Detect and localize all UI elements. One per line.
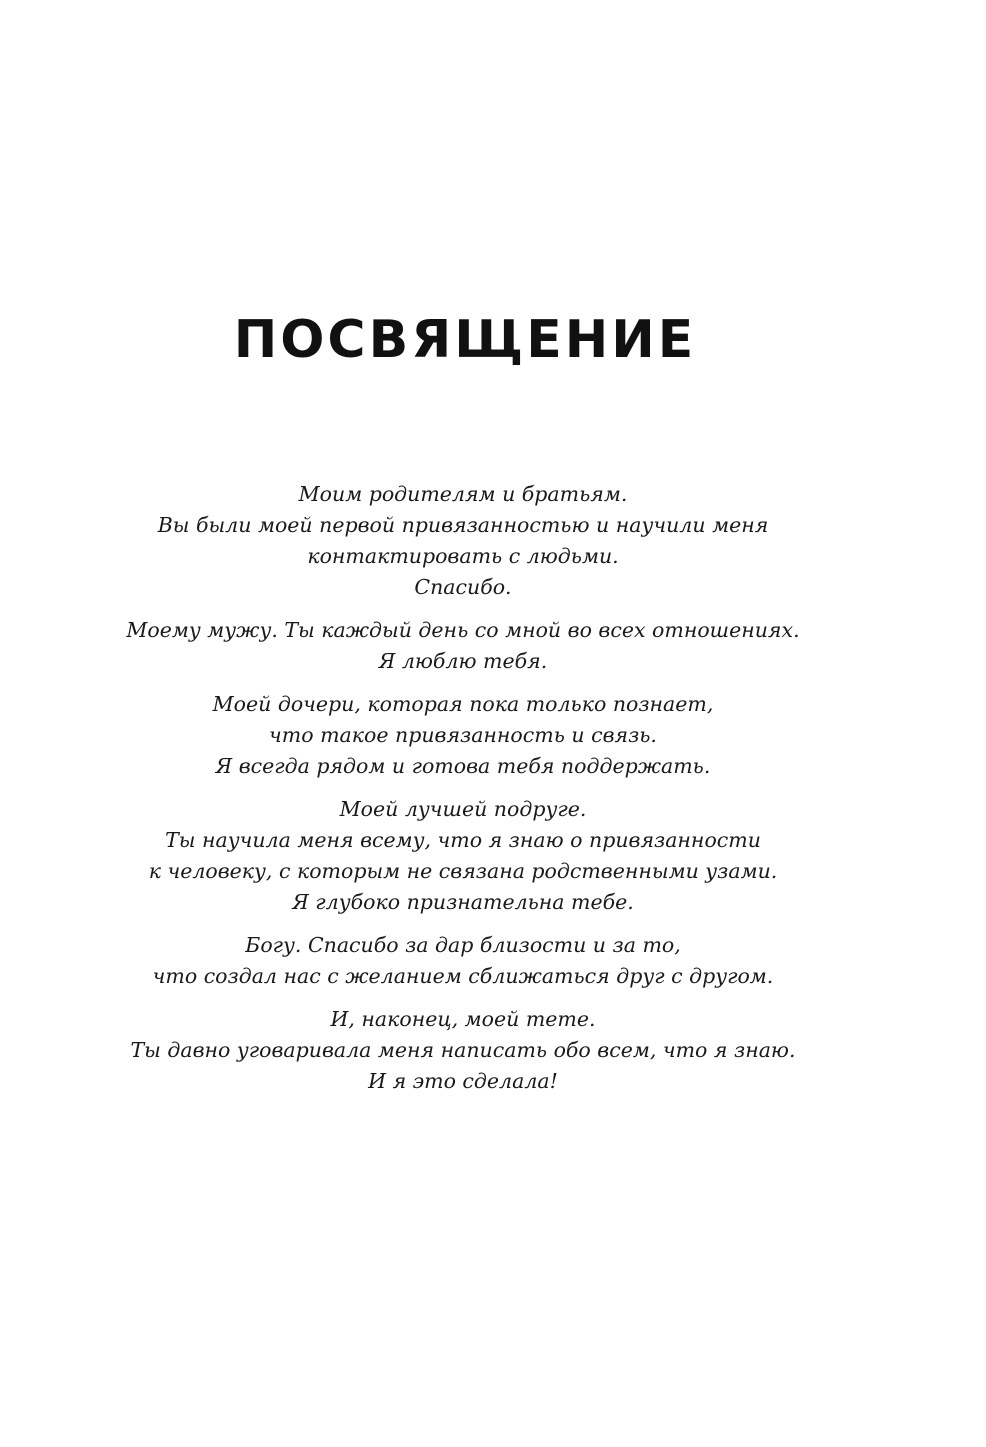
page-title: ПОСВЯЩЕНИЕ (233, 310, 697, 370)
stanza-line: И, наконец, моей тете. (330, 1007, 596, 1031)
stanza-line: Ты давно уговаривала меня написать обо всем, что я знаю. (130, 1038, 796, 1062)
stanza-line: Моей лучшей подруге. (339, 797, 587, 821)
stanza-aunt (0, 1004, 926, 1097)
stanza-line: Спасибо. (414, 575, 512, 599)
stanza-line: что создал нас с желанием сближаться друг с другом. (152, 964, 774, 988)
stanza-line: контактировать с людьми. (307, 544, 619, 568)
stanza-husband (0, 615, 926, 677)
stanza-best-friend (0, 794, 926, 918)
stanza-line: Богу. Спасибо за дар близости и за то, (245, 933, 681, 957)
stanza-daughter (0, 689, 926, 782)
stanza-god (0, 930, 926, 992)
stanza-line: Вы были моей первой привязанностью и научили меня (157, 513, 769, 537)
stanza-line: Моей дочери, которая пока только познает, (212, 692, 714, 716)
stanza-line: Я глубоко признательна тебе. (292, 890, 634, 914)
stanza-line: Ты научила меня всему, что я знаю о привязанности (165, 828, 761, 852)
stanza-line: Моим родителям и братьям. (298, 482, 628, 506)
stanza-parents (0, 479, 926, 603)
stanza-line: Моему мужу. Ты каждый день со мной во всех отношениях. (126, 618, 800, 642)
dedication-text (0, 479, 926, 1109)
stanza-line: что такое привязанность и связь. (269, 723, 657, 747)
stanza-line: Я люблю тебя. (378, 649, 548, 673)
stanza-line: к человеку, с которым не связана родственными узами. (148, 859, 778, 883)
stanza-line: И я это сделала! (368, 1069, 558, 1093)
stanza-line: Я всегда рядом и готова тебя поддержать. (215, 754, 711, 778)
